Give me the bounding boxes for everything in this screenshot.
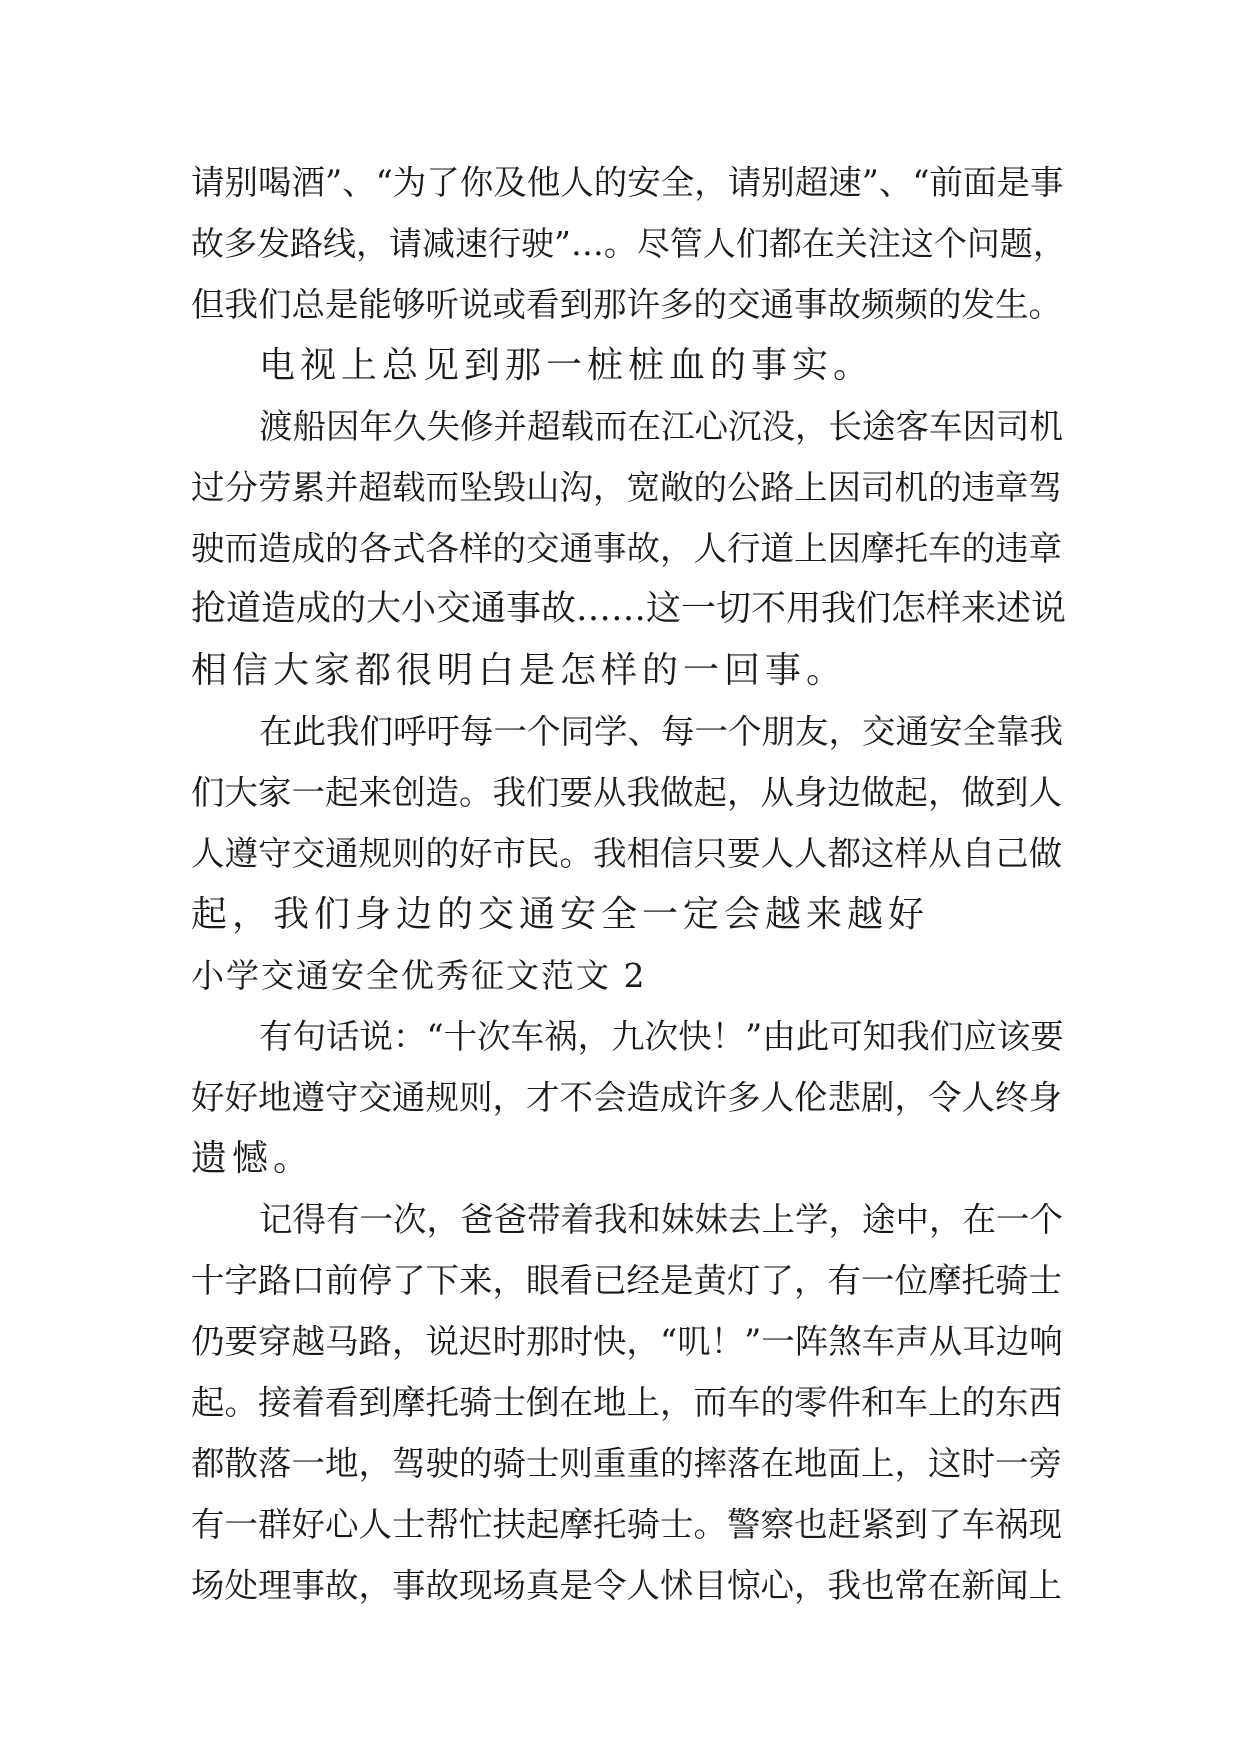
text-line: 十字路口前停了下来，眼看已经是黄灯了，有一位摩托骑士 (191, 1261, 1062, 1300)
text-line: 电视上总见到那一桩桩血的事实。 (259, 345, 875, 386)
text-line: 们大家一起来创造。我们要从我做起，从身边做起，做到人 (191, 773, 1062, 812)
text-line: 请别喝酒”、“为了你及他人的安全，请别超速”、“前面是事 (191, 163, 1064, 202)
text-line: 有句话说：“十次车祸，九次快！”由此可知我们应该要 (259, 1017, 1064, 1056)
text-line: 好好地遵守交通规则，才不会造成许多人伦悲剧，令人终身 (191, 1078, 1062, 1117)
text-line: 都散落一地，驾驶的骑士则重重的摔落在地面上，这时一旁 (191, 1444, 1062, 1483)
text-line: 起，我们身边的交通安全一定会越来越好 (191, 894, 930, 935)
text-line: 相信大家都很明白是怎样的一回事。 (191, 650, 848, 691)
text-line: 故多发路线，请减速行驶”…。尽管人们都在关注这个问题， (191, 224, 1066, 263)
section-title: 小学交通安全优秀征文范文 2 (191, 956, 647, 995)
text-line: 在此我们呼吁每一个同学、每一个朋友，交通安全靠我 (259, 712, 1063, 751)
text-line: 人遵守交通规则的好市民。我相信只要人人都这样从自己做 (191, 834, 1062, 873)
text-line: 记得有一次，爸爸带着我和妹妹去上学，途中，在一个 (259, 1200, 1063, 1239)
text-line: 驶而造成的各式各样的交通事故，人行道上因摩托车的违章 (191, 529, 1062, 568)
text-line: 起。接着看到摩托骑士倒在地上，而车的零件和车上的东西 (191, 1383, 1062, 1422)
text-line: 有一群好心人士帮忙扶起摩托骑士。警察也赶紧到了车祸现 (191, 1505, 1062, 1544)
text-line: 渡船因年久失修并超载而在江心沉没，长途客车因司机 (259, 407, 1063, 446)
text-line: 场处理事故，事故现场真是令人怵目惊心，我也常在新闻上 (191, 1566, 1062, 1605)
text-line: 仍要穿越马路，说迟时那时快，“叽！”一阵煞车声从耳边响 (191, 1322, 1063, 1361)
text-line: 抢道造成的大小交通事故……这一切不用我们怎样来述说 (191, 589, 1067, 629)
text-line: 但我们总是能够听说或看到那许多的交通事故频频的发生。 (191, 285, 1062, 324)
document-body (191, 152, 1071, 1616)
text-line: 过分劳累并超载而坠毁山沟，宽敞的公路上因司机的违章驾 (191, 468, 1062, 507)
text-line: 遗憾。 (191, 1138, 315, 1179)
